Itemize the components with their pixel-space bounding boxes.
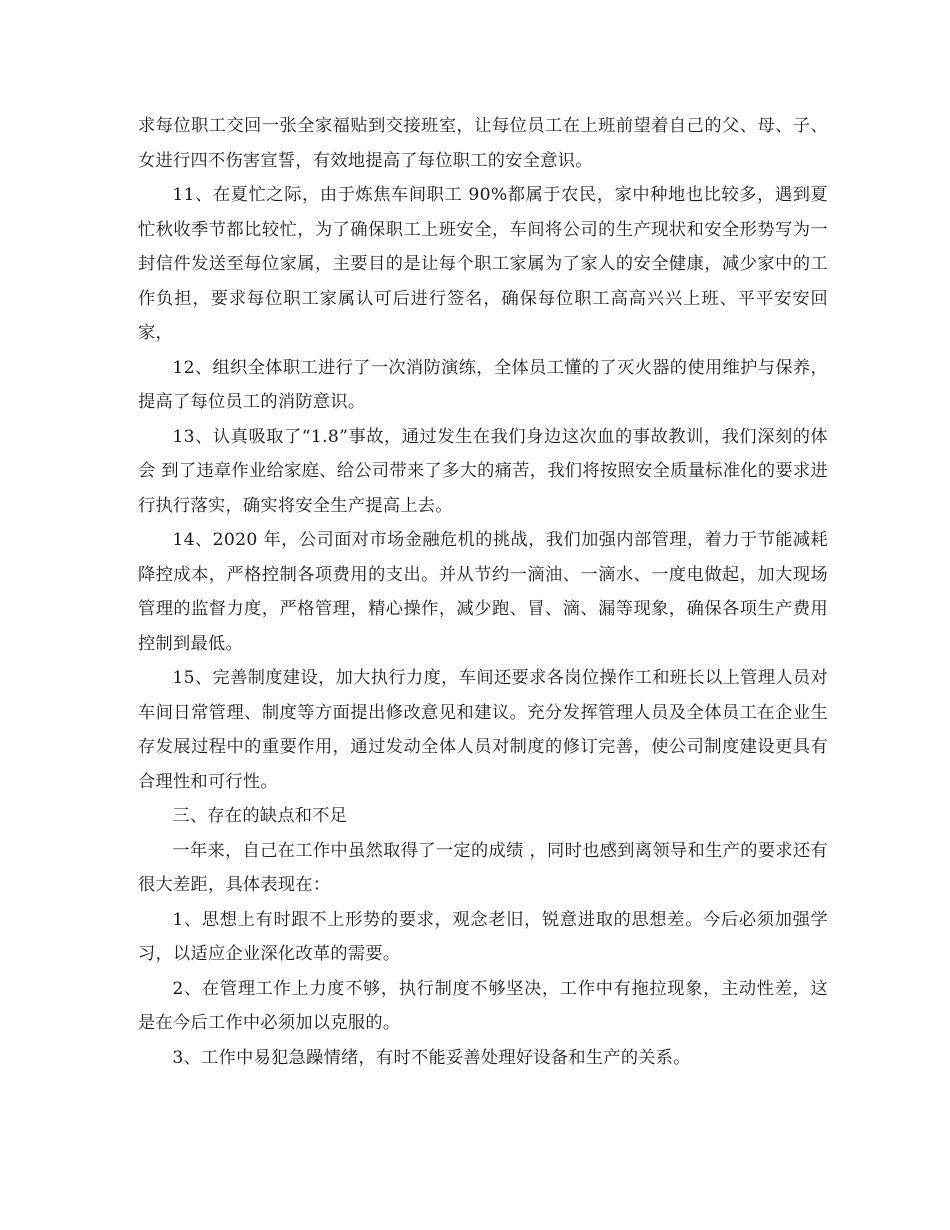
paragraph-intro-shortcomings: 一年来，自己在工作中虽然取得了一定的成绩 ，同时也感到离领导和生产的要求还有很大差距，具体表现在： (138, 840, 828, 895)
paragraph-shortcoming-3: 3、工作中易犯急躁情绪，有时不能妥善处理好设备和生产的关系。 (172, 1047, 691, 1068)
paragraph-item-11: 11、在夏忙之际，由于炼焦车间职工 90%都属于农民，家中种地也比较多，遇到夏忙秋收季节都比较忙，为了确保职工上班安全，车间将公司的生产现状和安全形势写为一封信件发送至每位家属，主要目的是让每个职工家属为了家人的安全健康，减少家中的工作负担，要求每位职工家属认可后进行签名，确保每位职工高高兴兴上班、平平安安回家， (138, 185, 828, 343)
paragraph-item-13: 13、认真吸取了“1.8”事故，通过发生在我们身边这次血的事故教训，我们深刻的体会 到了违章作业给家庭、给公司带来了多大的痛苦，我们将按照安全质量标准化的要求进行执行落实，确实将安全生产提高上去。 (138, 426, 828, 516)
section-heading-shortcomings: 三、存在的缺点和不足 (172, 806, 348, 826)
paragraph-item-15: 15、完善制度建设，加大执行力度，车间还要求各岗位操作工和班长以上管理人员对车间日常管理、制度等方面提出修改意见和建议。充分发挥管理人员及全体员工在企业生存发展过程中的重要作用，通过发动全体人员对制度的修订完善，使公司制度建设更具有合理性和可行性。 (138, 668, 828, 792)
document-page (138, 109, 828, 1075)
paragraph-item-12: 12、组织全体职工进行了一次消防演练，全体员工懂的了灭火器的使用维护与保养，提高了每位员工的消防意识。 (138, 357, 828, 412)
paragraph-shortcoming-2: 2、在管理工作上力度不够，执行制度不够坚决，工作中有拖拉现象，主动性差，这是在今后工作中必须加以克服的。 (138, 978, 828, 1033)
paragraph-shortcoming-1: 1、思想上有时跟不上形势的要求，观念老旧，锐意进取的思想差。今后必须加强学习，以适应企业深化改革的需要。 (138, 909, 828, 964)
paragraph-continuation: 求每位职工交回一张全家福贴到交接班室，让每位员工在上班前望着自己的父、母、子、女进行四不伤害宣誓，有效地提高了每位职工的安全意识。 (138, 116, 828, 171)
paragraph-item-14: 14、2020 年，公司面对市场金融危机的挑战，我们加强内部管理，着力于节能减耗降控成本，严格控制各项费用的支出。并从节约一滴油、一滴水、一度电做起，加大现场管理的监督力度，严格管理，精心操作，减少跑、冒、滴、漏等现象，确保各项生产费用控制到最低。 (138, 530, 828, 654)
